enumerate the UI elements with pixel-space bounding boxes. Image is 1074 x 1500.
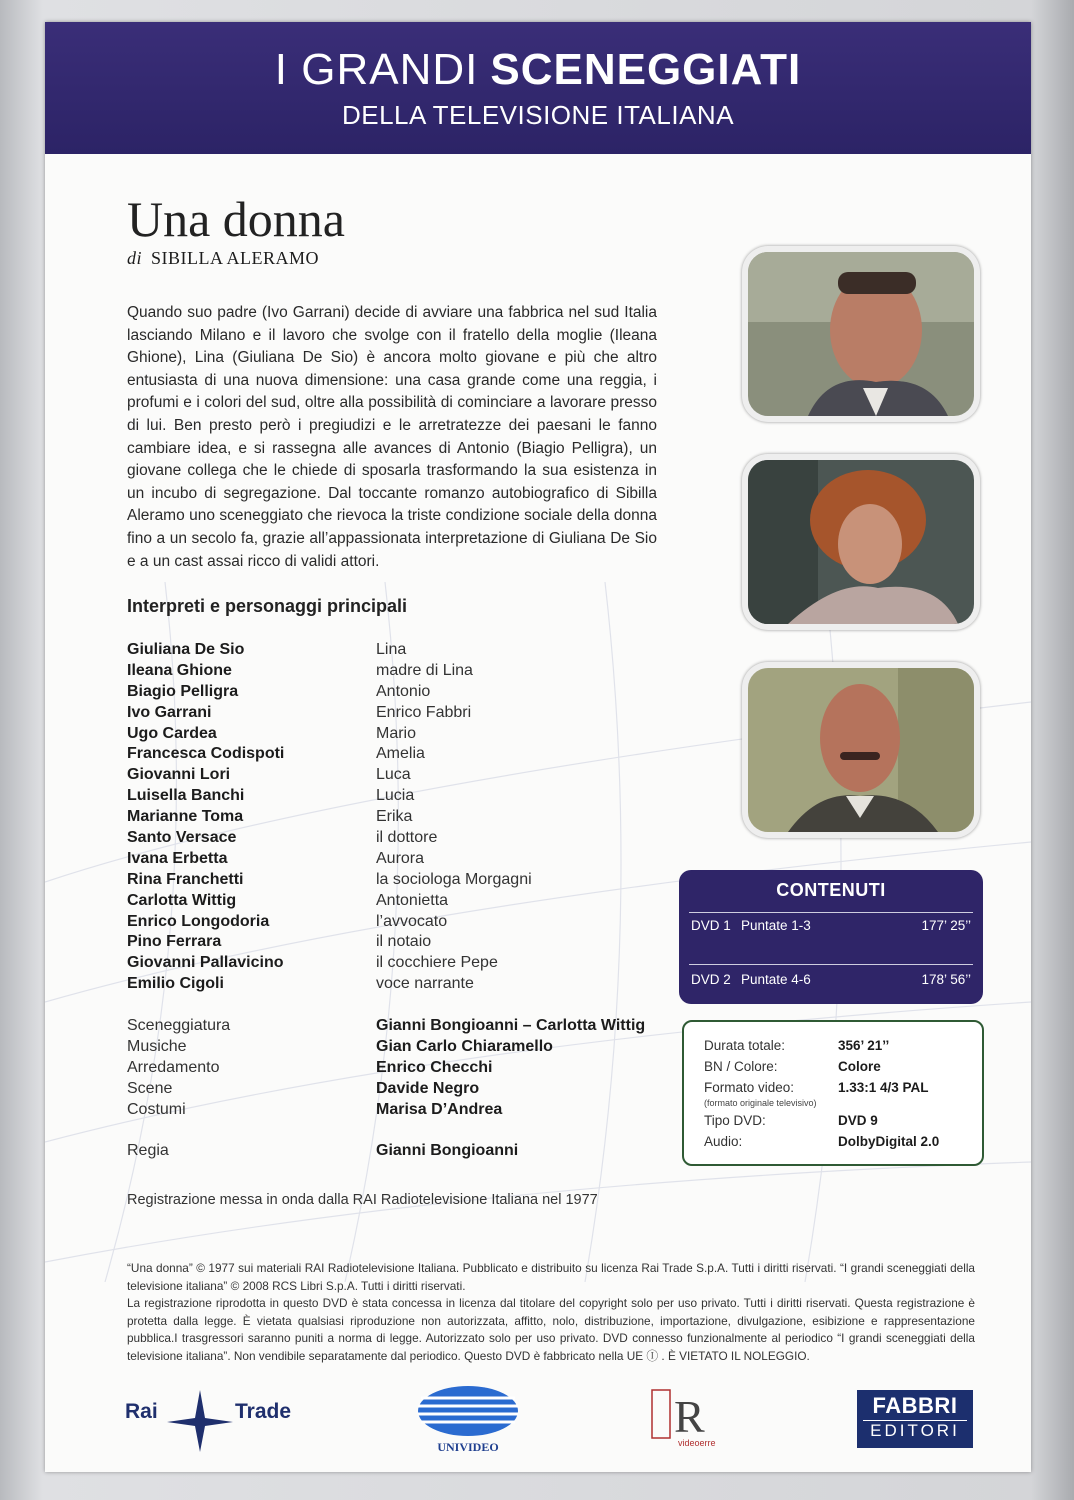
actor-name: Carlotta Wittig	[127, 891, 237, 909]
actor-name: Pino Ferrara	[127, 933, 222, 951]
univideo-logo	[415, 1384, 521, 1456]
crew-label: Musiche	[127, 1037, 187, 1055]
fabbri-text: FABBRI	[872, 1393, 958, 1418]
character-name: Erika	[376, 808, 413, 826]
character-name: Lucia	[376, 787, 415, 805]
cast-list	[127, 640, 647, 995]
dvd-episodes: Puntate 1-3	[741, 918, 811, 933]
cast-row	[127, 744, 647, 765]
crew-row	[127, 1079, 687, 1100]
still-image-mustache-man	[742, 662, 980, 838]
film-title: Una donna	[127, 191, 345, 247]
cast-row	[127, 703, 647, 724]
character-name: il dottore	[376, 829, 438, 847]
still-image-woman	[742, 454, 980, 630]
character-name: l’avvocato	[376, 912, 448, 930]
cast-row	[127, 828, 647, 849]
trade-logo-text: Trade	[235, 1400, 292, 1423]
author-byline	[127, 248, 319, 269]
spec-dvd-type: Tipo DVD: DVD 9	[704, 1113, 878, 1128]
crew-row	[127, 1037, 687, 1058]
actor-name: Francesca Codispoti	[127, 745, 285, 763]
series-title-bold: SCENEGGIATI	[490, 45, 802, 94]
cast-heading: Interpreti e personaggi principali	[127, 596, 408, 616]
cast-row	[127, 912, 647, 933]
univideo-logo-icon	[415, 1384, 521, 1438]
spec-audio: Audio: DolbyDigital 2.0	[704, 1134, 940, 1149]
spec-format-note: (formato originale televisivo)	[704, 1098, 817, 1108]
actor-name: Emilio Cigoli	[127, 975, 224, 993]
rai-logo-text: Rai	[125, 1400, 158, 1423]
character-name: il cocchiere Pepe	[376, 954, 498, 972]
cast-row	[127, 786, 647, 807]
character-name: Mario	[376, 724, 417, 742]
contents-box	[679, 870, 983, 1004]
technical-specs-box	[682, 1020, 984, 1166]
character-name: madre di Lina	[376, 661, 473, 679]
character-name: Lina	[376, 641, 407, 658]
crew-label: Arredamento	[127, 1058, 220, 1076]
divider	[689, 964, 973, 965]
character-name: il notaio	[376, 933, 432, 951]
crew-list	[127, 1016, 687, 1162]
still-image-man-suit	[742, 246, 980, 422]
cast-row	[127, 891, 647, 912]
videoerre-logo	[650, 1388, 722, 1450]
crew-row	[127, 1058, 687, 1079]
spec-format: Formato video: 1.33:1 4/3 PAL	[704, 1080, 929, 1095]
contents-title: CONTENUTI	[776, 880, 886, 900]
dvd-duration: 177’ 25’’	[921, 918, 971, 933]
spec-color: BN / Colore: Colore	[704, 1059, 881, 1074]
cast-row	[127, 682, 647, 703]
series-title-thin: I GRANDI	[274, 45, 479, 94]
synopsis: Quando suo padre (Ivo Garrani) decide di avviare una fabbrica nel sud Italia lasciando Milano e il lavoro che svolge con il fratello della moglie (Ileana Ghione), Lina (Giuliana De Sio) è ancora molto giovane e più che altro entusiasta di una nuova dimensione: una casa grande come una reggia, i profumi e i colori del sud, oltre alla possibilità di cominciare a lavorare presso di lui. Ben presto però i pregiudizi e le arretratezze dei paesani le fanno cambiare idea, e si rassegna alle avances di Antonio (Biagio Pelligra), un giovane collega che le chiede di sposarla trasformando la sua esistenza in un incubo di segregazione. Dal toccante romanzo autobiografico di Sibilla Aleramo uno sceneggiato che rievoca la triste condizione sociale della donna fino a un secolo fa, grazie all’appassionata interpretazione di Giuliana De Sio e a un cast assai ricco di validi attori.	[127, 304, 657, 570]
actor-name: Biagio Pelligra	[127, 682, 239, 700]
character-name: Amelia	[376, 745, 425, 763]
actor-name: Giuliana De Sio	[127, 641, 245, 658]
cast-row	[127, 807, 647, 828]
crew-name: Gian Carlo Chiaramello	[376, 1037, 553, 1055]
actor-name: Giovanni Pallavicino	[127, 954, 284, 972]
character-name: la sociologa Morgagni	[376, 870, 532, 888]
byline-prefix: di	[127, 248, 143, 268]
dvd-name: DVD 2	[691, 972, 731, 987]
series-subtitle: DELLA TELEVISIONE ITALIANA	[341, 100, 735, 130]
actor-name: Ugo Cardea	[127, 724, 217, 742]
crew-label: Regia	[127, 1142, 169, 1160]
videoerre-logo-icon	[650, 1388, 722, 1440]
crew-row	[127, 1016, 687, 1037]
crew-name: Marisa D’Andrea	[376, 1100, 503, 1118]
actor-name: Giovanni Lori	[127, 766, 231, 784]
legal-paragraph: La registrazione riprodotta in questo DVD è stata concessa in licenza dal titolare del copyright solo per uso privato. Tutti i diritti riservati. Questa registrazione è protetta dalla legge. È vietata qualsiasi riproduzione non autorizzata, affitto, nolo, distribuzione, importazione, divulgazione, esibizione e rappresentazione pubblica.I trasgressori saranno puniti a norma di legge. Autorizzato solo per uso privato. DVD connesso funzionalmente al periodico “I grandi sceneggiati della televisione italiana”. Non vendibile separatamente dal periodico. Questo DVD è fabbricato nella UE Ⓘ . È VIETATO IL NOLEGGIO.	[127, 1296, 975, 1363]
legal-paragraph: “Una donna” © 1977 sui materiali RAI Radiotelevisione Italiana. Pubblicato e distribuito su licenza Rai Trade S.p.A. Tutti i diritti riservati. “I grandi sceneggiati della televisione italiana” © 2008 RCS Libri S.p.A. Tutti i diritti riservati.	[127, 1261, 975, 1293]
rai-trade-logo	[125, 1388, 305, 1458]
publisher-logos	[45, 1382, 1031, 1462]
actor-name: Santo Versace	[127, 829, 237, 847]
character-name: Antonio	[376, 682, 431, 700]
cast-row	[127, 640, 647, 661]
cast-row	[127, 765, 647, 786]
actor-name: Ivo Garrani	[127, 703, 212, 721]
cast-row	[127, 953, 647, 974]
fabbri-editori-logo	[857, 1390, 973, 1448]
crew-row-direction	[127, 1141, 687, 1162]
crew-name: Gianni Bongioanni	[376, 1142, 519, 1160]
cast-row	[127, 661, 647, 682]
univideo-text: UNIVIDEO	[437, 1440, 499, 1454]
dvd-name: DVD 1	[691, 918, 731, 933]
cast-row	[127, 870, 647, 891]
author-name: SIBILLA ALERAMO	[151, 248, 320, 268]
crew-label: Scene	[127, 1079, 173, 1097]
crew-name: Davide Negro	[376, 1079, 480, 1097]
divider	[689, 912, 973, 913]
broadcast-note: Registrazione messa in onda dalla RAI Radiotelevisione Italiana nel 1977	[127, 1192, 598, 1208]
dvd-episodes: Puntate 4-6	[741, 972, 811, 987]
crew-row	[127, 1100, 687, 1121]
cast-row	[127, 724, 647, 745]
rai-trade-logo-icon	[165, 1388, 235, 1454]
character-name: voce narrante	[376, 975, 474, 993]
character-name: Antonietta	[376, 891, 449, 909]
cast-row	[127, 932, 647, 953]
cast-row	[127, 974, 647, 995]
actor-name: Ivana Erbetta	[127, 849, 228, 867]
dvd-duration: 178’ 56’’	[921, 972, 971, 987]
actor-name: Rina Franchetti	[127, 870, 244, 888]
legal-notice	[127, 1260, 975, 1365]
actor-name: Ileana Ghione	[127, 661, 232, 679]
actor-name: Marianne Toma	[127, 808, 244, 826]
svg-text:R: R	[674, 1391, 705, 1440]
cast-row	[127, 849, 647, 870]
actor-name: Enrico Longodoria	[127, 912, 270, 930]
series-header	[45, 22, 1031, 154]
character-name: Aurora	[376, 849, 425, 867]
editori-text: EDITORI	[863, 1420, 967, 1441]
character-name: Enrico Fabbri	[376, 703, 472, 721]
cover-sheet	[45, 22, 1031, 1472]
crew-label: Sceneggiatura	[127, 1017, 231, 1034]
actor-name: Luisella Banchi	[127, 787, 245, 805]
crew-name: Enrico Checchi	[376, 1058, 493, 1076]
crew-label: Costumi	[127, 1100, 186, 1118]
videoerre-text: videoerre	[678, 1438, 716, 1448]
character-name: Luca	[376, 766, 411, 784]
crew-name: Gianni Bongioanni – Carlotta Wittig	[376, 1017, 646, 1034]
spec-duration: Durata totale: 356’ 21’’	[704, 1038, 890, 1053]
